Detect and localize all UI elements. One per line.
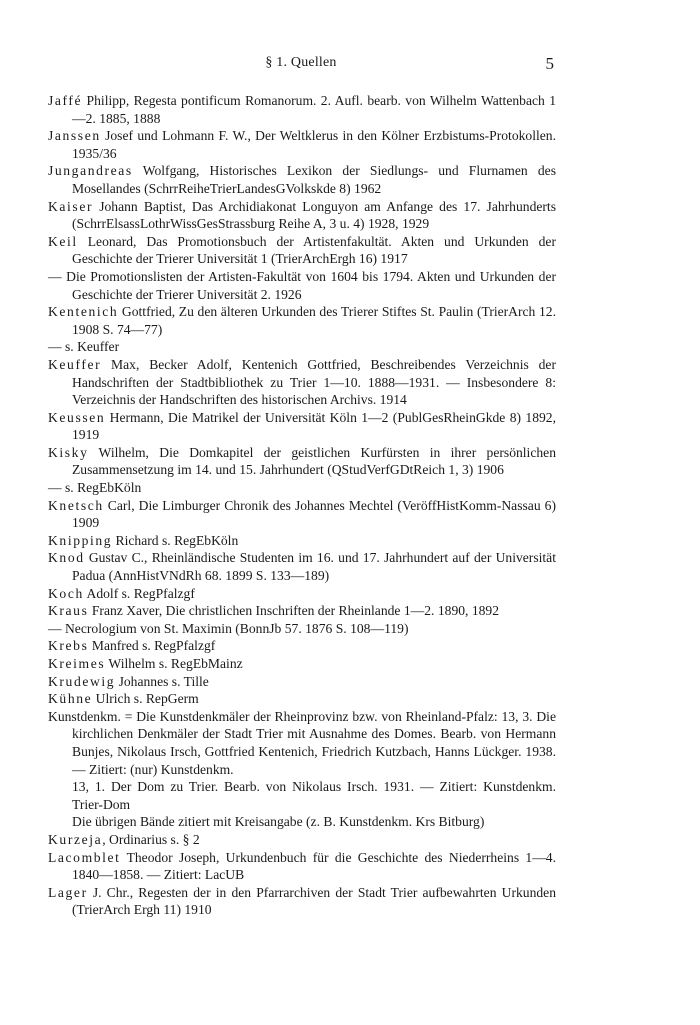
bibliography-entry [48, 127, 556, 162]
entry-text: Gustav C., Rheinländische Studenten im 16. und 17. Jahrhundert auf der Universität Padua (AnnHistVNdRh 68. 1899 S. 133—189) [72, 550, 556, 584]
entry-author: Krebs [48, 638, 89, 654]
bibliography-entry [48, 884, 556, 919]
bibliography-entry [48, 92, 556, 127]
entry-author: Keussen [48, 409, 106, 425]
entry-text: Johannes s. Tille [115, 673, 209, 689]
entry-author: Kreimes [48, 656, 106, 671]
entry-author: Jaffé [48, 93, 83, 108]
entry-author: Kraus [48, 603, 89, 619]
entry-author: Kisky [48, 444, 89, 460]
entry-author: Koch [48, 585, 84, 601]
running-head: § 1. Quellen [265, 55, 337, 70]
entry-author: Lacomblet [48, 849, 121, 865]
bibliography-entry [48, 268, 556, 303]
bibliography-entry [48, 585, 556, 603]
bibliography-entry [48, 233, 556, 268]
entry-author: Keil [48, 233, 78, 249]
bibliography-entry [48, 338, 556, 356]
bibliography-entry [48, 637, 556, 655]
entry-text: Die übrigen Bände zitiert mit Kreisangabe (z. B. Kunstdenkm. Krs Bitburg) [72, 814, 485, 830]
bibliography-entry [48, 690, 556, 708]
bibliography-entry [48, 655, 556, 673]
bibliography-entry [48, 409, 556, 444]
entry-author: Kaiser [48, 198, 94, 214]
entry-text: Adolf s. RegPfalzgf [83, 585, 195, 601]
bibliography-entry [48, 620, 556, 638]
entry-text: 13, 1. Der Dom zu Trier. Bearb. von Nikolaus Irsch. 1931. — Zitiert: Kunstdenkm. Trier-Dom [72, 779, 556, 812]
entry-author: Krudewig [48, 673, 116, 689]
entry-author: Keuffer [48, 356, 102, 372]
entry-author: Knod [48, 550, 85, 566]
entry-text: — s. RegEbKöln [48, 480, 142, 496]
bibliography-entry [48, 778, 556, 813]
entry-text: Theodor Joseph, Urkundenbuch für die Geschichte des Niederrheins 1—4. 1840—1858. — Zitiert: LacUB [72, 849, 556, 883]
entry-author: Jungandreas [48, 163, 133, 179]
bibliography-entry [48, 356, 556, 409]
entry-author: Knipping [48, 532, 113, 548]
bibliography-entry [48, 708, 556, 778]
entry-text: Franz Xaver, Die christlichen Inschriften der Rheinlande 1—2. 1890, 1892 [88, 603, 500, 619]
bibliography-entry [48, 813, 556, 831]
entry-text: , Ordinarius s. § 2 [102, 831, 200, 847]
entry-text: Carl, Die Limburger Chronik des Johannes Mechtel (VeröffHistKomm-Nassau 6) 1909 [72, 497, 556, 531]
page-number: 5 [545, 54, 554, 73]
bibliography-entry [48, 849, 556, 884]
entry-text: Wilhelm s. RegEbMainz [105, 656, 243, 671]
bibliography-entry [48, 303, 556, 338]
entry-text: Kunstdenkm. = Die Kunstdenkmäler der Rheinprovinz bzw. von Rheinland-Pfalz: 13, 3. Die kirchlichen Denkmäler der Stadt Trier mit Ausnahme des Domes. Bearb. von Hermann Bunjes, Nikolaus Irsch, Gottfried Kentenich, Friedrich Kutzbach, Hanns Lückger. 1938. — Zitiert: (nur) Kunstdenkm. [48, 708, 556, 777]
bibliography-entry [48, 444, 556, 479]
entry-text: Richard s. RegEbKöln [112, 532, 239, 548]
entry-text: — s. Keuffer [48, 339, 120, 355]
page-header [48, 55, 554, 77]
entry-text: Leonard, Das Promotionsbuch der Artistenfakultät. Akten und Urkunden der Geschichte der Trierer Universität 1 (TrierArchErgh 16) 1917 [72, 233, 556, 267]
bibliography-entry [48, 198, 556, 233]
entry-text: Max, Becker Adolf, Kentenich Gottfried, Beschreibendes Verzeichnis der Handschriften der Stadtbibliothek zu Trier 1—10. 1888—1931. — Insbesondere 8: Verzeichnis der Handschriften des historischen Archivs. 1914 [72, 356, 556, 408]
entry-author: Knetsch [48, 497, 104, 513]
entry-text: — Die Promotionslisten der Artisten-Fakultät von 1604 bis 1794. Akten und Urkunden der Geschichte der Trierer Universität 2. 1926 [48, 268, 556, 302]
bibliography-entry [48, 831, 556, 849]
bibliography-entry [48, 497, 556, 532]
bibliography-entry [48, 549, 556, 584]
entry-text: J. Chr., Regesten der in den Pfarrarchiven der Stadt Trier aufbewahrten Urkunden (TrierArch Ergh 11) 1910 [72, 884, 556, 918]
entry-author: Kurzeja [48, 831, 103, 847]
entry-author: Janssen [48, 128, 101, 144]
entry-text: Manfred s. RegPfalzgf [88, 638, 216, 654]
entry-text: Josef und Lohmann F. W., Der Weltklerus in den Kölner Erzbistums-Protokollen. 1935/36 [72, 128, 556, 161]
entry-author: Kühne [48, 691, 93, 707]
bibliography-entry [48, 602, 556, 620]
entry-text: Philipp, Regesta pontificum Romanorum. 2. Aufl. bearb. von Wilhelm Wattenbach 1—2. 1885, 1888 [72, 93, 556, 126]
entry-text: Gottfried, Zu den älteren Urkunden des Trierer Stiftes St. Paulin (TrierArch 12. 1908 S. 74—77) [72, 304, 556, 337]
entry-author: Lager [48, 884, 88, 900]
bibliography-entry [48, 479, 556, 497]
bibliography-list [48, 92, 556, 919]
entry-author: Kentenich [48, 304, 119, 320]
bibliography-entry [48, 162, 556, 197]
entry-text: Wolfgang, Historisches Lexikon der Siedlungs- und Flurnamen des Mosellandes (SchrrReiheTrierLandesGVolkskde 8) 1962 [72, 163, 556, 196]
bibliography-entry [48, 532, 556, 550]
entry-text: Johann Baptist, Das Archidiakonat Longuyon am Anfange des 17. Jahrhunderts (SchrrElsassLothrWissGesStrassburg Reihe A, 3 u. 4) 1928, 1929 [72, 198, 556, 232]
bibliography-entry [48, 673, 556, 691]
entry-text: Ulrich s. RepGerm [92, 691, 199, 707]
entry-text: — Necrologium von St. Maximin (BonnJb 57. 1876 S. 108—119) [48, 620, 409, 636]
entry-text: Wilhelm, Die Domkapitel der geistlichen Kurfürsten in ihrer persönlichen Zusammensetzung im 14. und 15. Jahrhundert (QStudVerfGDtReich 1, 3) 1906 [72, 444, 556, 478]
entry-text: Hermann, Die Matrikel der Universität Köln 1—2 (PublGesRheinGkde 8) 1892, 1919 [72, 409, 556, 443]
